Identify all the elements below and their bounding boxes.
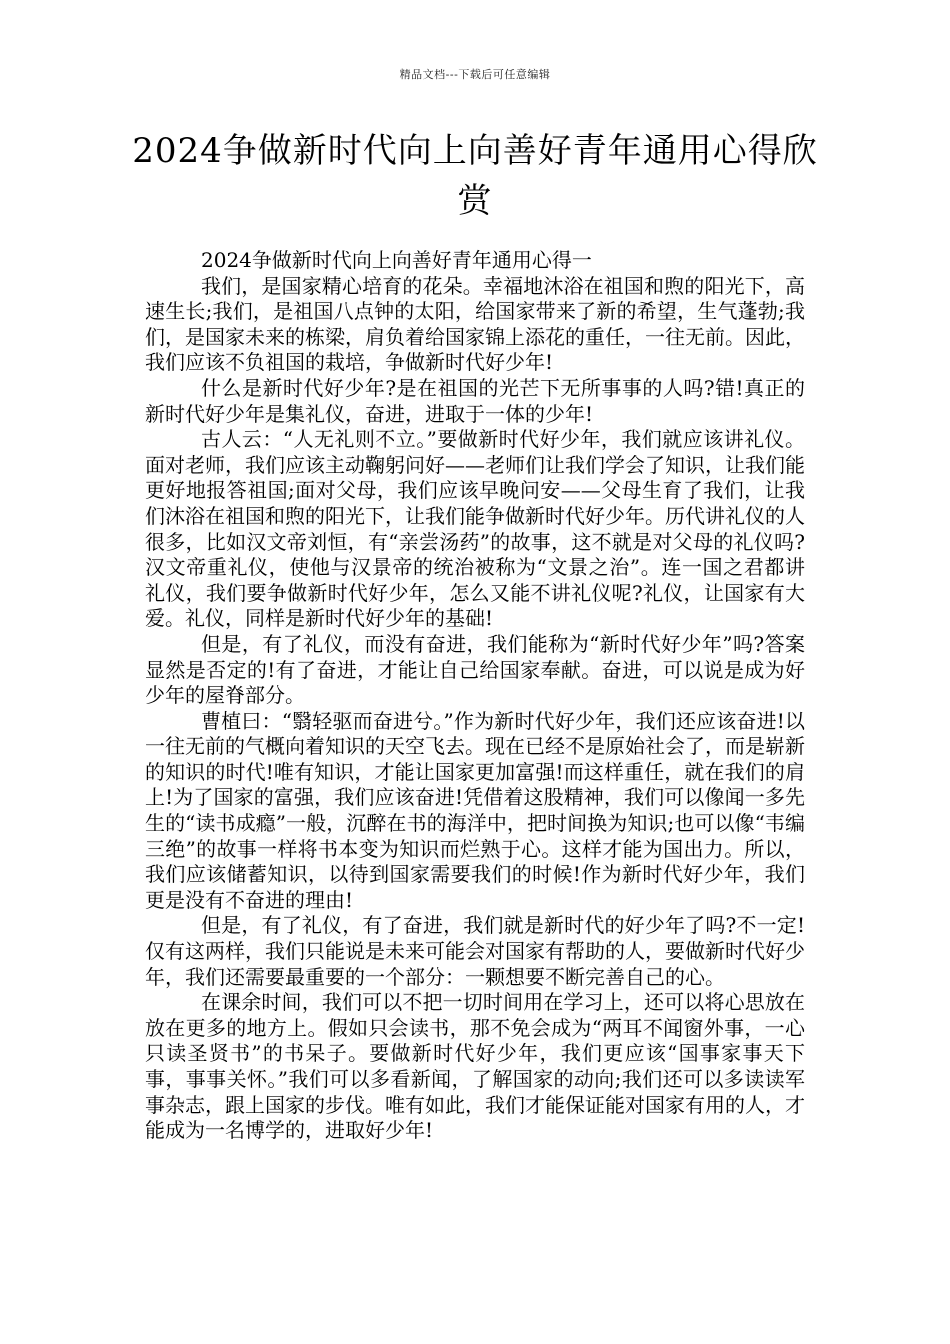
paragraph: 但是，有了礼仪，有了奋进，我们就是新时代的好少年了吗?不一定!仅有这两样，我们只能说是未来可能会对国家有帮助的人，要做新时代好少年，我们还需要最重要的一个部分：一颗想要不断完善自己的心。 xyxy=(145,913,805,989)
document-subtitle: 2024争做新时代向上向善好青年通用心得一 xyxy=(201,248,592,272)
paragraph: 我们，是国家精心培育的花朵。幸福地沐浴在祖国和煦的阳光下，高速生长;我们，是祖国八点钟的太阳，给国家带来了新的希望，生气蓬勃;我们，是国家未来的栋梁，肩负着给国家锦上添花的重任，一往无前。因此，我们应该不负祖国的栽培，争做新时代好少年! xyxy=(145,273,805,375)
document-body xyxy=(145,248,805,1144)
page-header: 精品文档---下载后可任意编辑 xyxy=(399,68,551,81)
paragraph: 但是，有了礼仪，而没有奋进，我们能称为“新时代好少年”吗?答案显然是否定的!有了奋进，才能让自己给国家奉献。奋进，可以说是成为好少年的屋脊部分。 xyxy=(145,631,805,708)
document-title: 2024争做新时代向上向善好青年通用心得欣赏 xyxy=(132,131,818,221)
paragraph: 古人云：“人无礼则不立。”要做新时代好少年，我们就应该讲礼仪。面对老师，我们应该主动鞠躬问好——老师们让我们学会了知识，让我们能更好地报答祖国;面对父母，我们应该早晚问安——父母生育了我们，让我们沐浴在祖国和煦的阳光下，让我们能争做新时代好少年。历代讲礼仪的人很多，比如汉文帝刘恒，有“亲尝汤药”的故事，这不就是对父母的礼仪吗?汉文帝重礼仪，使他与汉景帝的统治被称为“文景之治”。连一国之君都讲礼仪，我们要争做新时代好少年，怎么又能不讲礼仪呢?礼仪，让国家有大爱。礼仪，同样是新时代好少年的基础! xyxy=(145,427,805,631)
paragraph: 在课余时间，我们可以不把一切时间用在学习上，还可以将心思放在放在更多的地方上。假如只会读书，那不免会成为“两耳不闻窗外事，一心只读圣贤书”的书呆子。要做新时代好少年，我们更应该“国事家事天下事，事事关怀。”我们可以多看新闻，了解国家的动向;我们还可以多读读军事杂志，跟上国家的步伐。唯有如此，我们才能保证能对国家有用的人，才能成为一名博学的，进取好少年! xyxy=(145,990,805,1143)
paragraph: 什么是新时代好少年?是在祖国的光芒下无所事事的人吗?错!真正的新时代好少年是集礼仪，奋进，进取于一体的少年! xyxy=(145,375,805,426)
paragraph: 曹植曰：“翳轻驱而奋进兮。”作为新时代好少年，我们还应该奋进!以一往无前的气概向着知识的天空飞去。现在已经不是原始社会了，而是崭新的知识的时代!唯有知识，才能让国家更加富强!而这样重任，就在我们的肩上!为了国家的富强，我们应该奋进!凭借着这股精神，我们可以像闻一多先生的“读书成瘾”一般，沉醉在书的海洋中，把时间换为知识;也可以像“韦编三绝”的故事一样将书本变为知识而烂熟于心。这样才能为国出力。所以，我们应该储蓄知识，以待到国家需要我们的时候!作为新时代好少年，我们更是没有不奋进的理由! xyxy=(145,708,805,912)
